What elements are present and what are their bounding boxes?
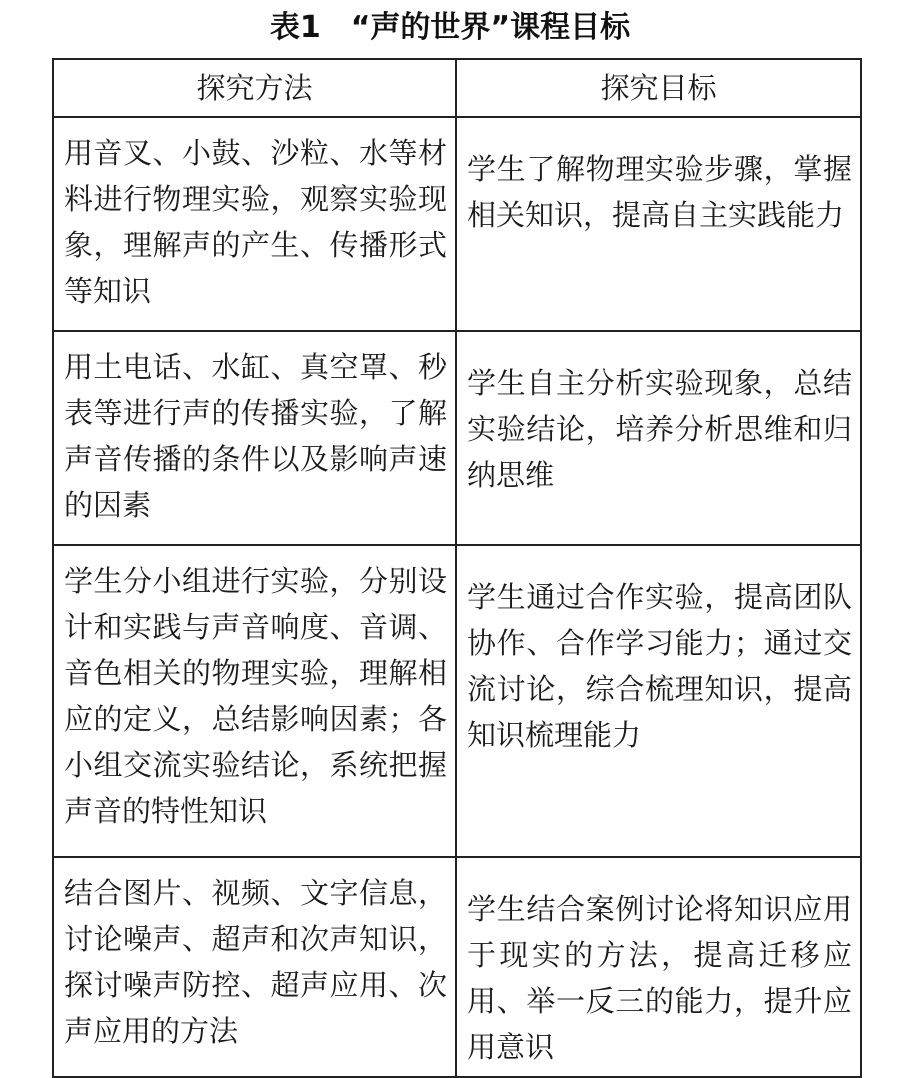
table-row: [53, 117, 861, 331]
goal-cell: 学生自主分析实验现象，总结实验结论，培养分析思维和归纳思维: [456, 331, 861, 545]
method-cell: 结合图片、视频、文字信息，讨论噪声、超声和次声知识，探讨噪声防控、超声应用、次声应用的方法: [53, 857, 456, 1077]
goal-cell: 学生通过合作实验，提高团队协作、合作学习能力；通过交流讨论，综合梳理知识，提高知识梳理能力: [456, 545, 861, 857]
header-goal: 探究目标: [456, 59, 861, 117]
table-row: [53, 857, 861, 1077]
table-header-row: [53, 59, 861, 117]
table-caption: 表1 “声的世界”课程目标: [269, 10, 631, 45]
table-row: [53, 545, 861, 857]
goal-cell: 学生了解物理实验步骤，掌握相关知识，提高自主实践能力: [456, 117, 861, 331]
method-cell: 用音叉、小鼓、沙粒、水等材料进行物理实验，观察实验现象，理解声的产生、传播形式等知识: [53, 117, 456, 331]
course-goals-table: [52, 58, 862, 1078]
goal-cell: 学生结合案例讨论将知识应用于现实的方法，提高迁移应用、举一反三的能力，提升应用意识: [456, 857, 861, 1077]
method-cell: 用土电话、水缸、真空罩、秒表等进行声的传播实验，了解声音传播的条件以及影响声速的因素: [53, 331, 456, 545]
method-cell: 学生分小组进行实验，分别设计和实践与声音响度、音调、音色相关的物理实验，理解相应的定义，总结影响因素；各小组交流实验结论，系统把握声音的特性知识: [53, 545, 456, 857]
table-row: [53, 331, 861, 545]
header-method: 探究方法: [53, 59, 456, 117]
